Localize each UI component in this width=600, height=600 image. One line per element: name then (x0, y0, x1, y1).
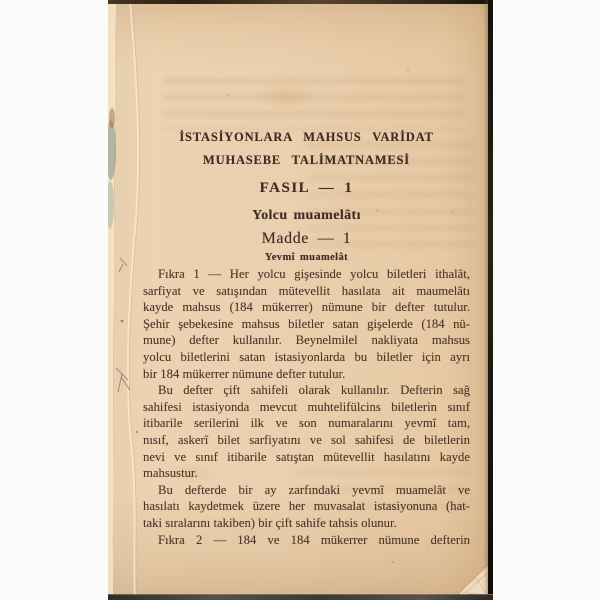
article-subheading: Yevmî muamelât (264, 252, 349, 263)
body-line: bir 184 mükerrer nümune defter tutulur. (143, 366, 346, 381)
body-line: mune) defter kullanılır. Beynelmilel nakliyata mahsus (143, 333, 470, 348)
body-line: Bu defter çift sahifeli olarak kullanılır. Defterin sağ (158, 383, 470, 398)
document-title-line2: MUHASEBE TALİMATNAMESİ (203, 153, 410, 167)
body-line: nevi ve sınıf itibarile satıştan mütevellit hasılatını kayde (143, 449, 470, 464)
scan-edge-bottom (108, 594, 493, 600)
chapter-heading: FASIL — 1 (259, 180, 354, 196)
section-heading: Yolcu muamelâtı (252, 208, 361, 223)
body-line: sahifesi istasiyonda mevcut muhtelifülcins biletlerin sınıf (143, 399, 470, 414)
body-line: itibarile serilerini ilk ve son numaralarını yevmî tam, (143, 416, 470, 431)
body-line: Bu defterde bir ay zarfındaki yevmî muamelât ve (158, 482, 470, 497)
body-line: Şehir şebekesine mahsus biletler satan gişelerde (184 nü- (143, 316, 470, 331)
body-line: taki sıralarını takiben) bir çift sahife tahsis olunur. (143, 515, 397, 530)
scan-edge-top (108, 0, 493, 4)
body-line: hasılatı kaydetmek üzere her muvasalat istasiyonuna (hat- (143, 499, 470, 514)
body-line: mahsustur. (143, 466, 198, 481)
body-line: nısıf, askerî bilet sarfiyatını ve sol sahifesi de biletlerin (143, 432, 470, 447)
scanned-page (108, 0, 493, 600)
body-text (143, 266, 470, 548)
body-line: Fıkra 2 — 184 ve 184 mükerrer nümune defterin (158, 532, 470, 547)
showthrough-ghost-text (163, 78, 463, 130)
scan-edge-right (488, 0, 493, 600)
body-line: kayde mahsus (184 mükerrer) nümune bir defter tutulur. (143, 300, 470, 315)
body-line: Fıkra 1 — Her yolcu gişesinde yolcu biletleri ithalât, (158, 267, 470, 281)
article-heading: Madde — 1 (261, 230, 352, 247)
body-line: yolcu biletlerini satan istasiyonlarda bu biletler için ayrı (143, 349, 470, 364)
document-title-line1: İSTASİYONLARA MAHSUS VARİDAT (179, 130, 434, 144)
body-line: sarfiyat ve satışından mütevellit hasılata ait maumelâtı (143, 283, 470, 298)
